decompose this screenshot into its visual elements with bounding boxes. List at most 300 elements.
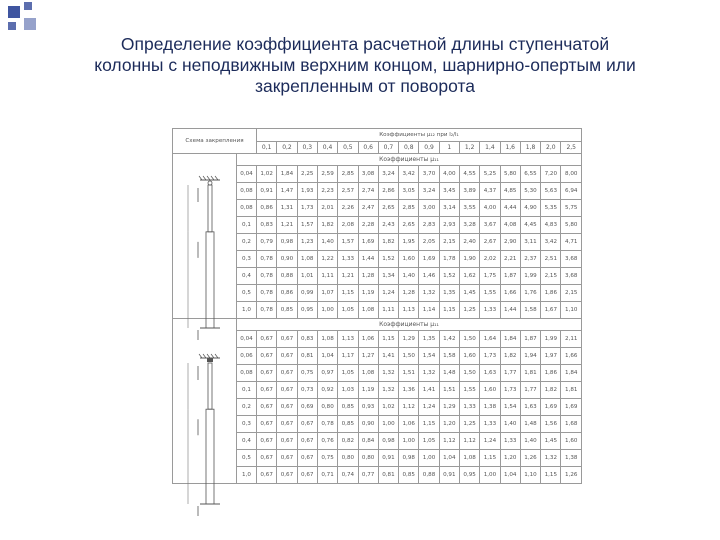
- value-cell: 1,87: [500, 268, 520, 285]
- value-cell: 1,66: [500, 285, 520, 302]
- value-cell: 2,90: [500, 234, 520, 251]
- value-cell: 1,40: [500, 416, 520, 433]
- value-cell: 0,67: [297, 416, 317, 433]
- value-cell: 1,86: [541, 365, 561, 382]
- value-cell: 4,00: [439, 166, 459, 183]
- value-cell: 1,04: [439, 450, 459, 467]
- value-cell: 1,60: [459, 348, 479, 365]
- value-cell: 2,85: [338, 166, 358, 183]
- value-cell: 5,35: [541, 200, 561, 217]
- value-cell: 1,48: [520, 416, 540, 433]
- value-cell: 0,67: [277, 331, 297, 348]
- value-cell: 0,81: [378, 467, 398, 484]
- hatch-line: [215, 176, 218, 180]
- value-cell: 1,11: [378, 302, 398, 319]
- value-cell: 1,69: [541, 399, 561, 416]
- value-cell: 1,51: [439, 382, 459, 399]
- column-upper: [208, 363, 212, 409]
- value-cell: 1,48: [439, 365, 459, 382]
- value-cell: 1,40: [520, 433, 540, 450]
- column-header: 1: [439, 142, 459, 154]
- value-cell: 1,10: [561, 302, 582, 319]
- hatch-line: [203, 354, 206, 358]
- column-header: 2,0: [541, 142, 561, 154]
- value-cell: 3,70: [419, 166, 439, 183]
- column-header: 2,5: [561, 142, 582, 154]
- value-cell: 1,29: [439, 399, 459, 416]
- ratio-cell: 0,1: [237, 382, 257, 399]
- value-cell: 0,82: [338, 433, 358, 450]
- value-cell: 0,78: [257, 268, 277, 285]
- value-cell: 2,51: [541, 251, 561, 268]
- value-cell: 1,51: [399, 365, 419, 382]
- value-cell: 2,11: [561, 331, 582, 348]
- value-cell: 1,58: [520, 302, 540, 319]
- value-cell: 1,64: [480, 331, 500, 348]
- value-cell: 1,36: [399, 382, 419, 399]
- scanned-table-image: [172, 128, 582, 520]
- value-cell: 1,02: [257, 166, 277, 183]
- hatch-line: [207, 176, 210, 180]
- value-cell: 3,68: [561, 268, 582, 285]
- value-cell: 0,85: [399, 467, 419, 484]
- value-cell: 0,69: [297, 399, 317, 416]
- value-cell: 1,07: [317, 285, 337, 302]
- value-cell: 0,77: [358, 467, 378, 484]
- value-cell: 1,55: [480, 285, 500, 302]
- value-cell: 1,52: [378, 251, 398, 268]
- value-cell: 2,15: [541, 268, 561, 285]
- ratio-cell: 0,4: [237, 433, 257, 450]
- title-line-2: колонны с неподвижным верхним концом, шарнирно-опертым или: [94, 55, 636, 75]
- value-cell: 1,02: [378, 399, 398, 416]
- value-cell: 3,24: [378, 166, 398, 183]
- column-header: 0,5: [338, 142, 358, 154]
- value-cell: 0,95: [297, 302, 317, 319]
- value-cell: 1,25: [459, 302, 479, 319]
- column-header: 1,6: [500, 142, 520, 154]
- value-cell: 1,82: [541, 382, 561, 399]
- ratio-cell: 0,1: [237, 217, 257, 234]
- value-cell: 0,83: [257, 217, 277, 234]
- column-header: 1,2: [459, 142, 479, 154]
- ratio-cell: 0,04: [237, 166, 257, 183]
- value-cell: 1,19: [358, 285, 378, 302]
- value-cell: 2,57: [338, 183, 358, 200]
- value-cell: 1,97: [541, 348, 561, 365]
- ratio-cell: 0,3: [237, 251, 257, 268]
- value-cell: 5,63: [541, 183, 561, 200]
- value-cell: 1,56: [541, 416, 561, 433]
- value-cell: 0,84: [358, 433, 378, 450]
- value-cell: 2,86: [378, 183, 398, 200]
- value-cell: 0,93: [358, 399, 378, 416]
- value-cell: 3,89: [459, 183, 479, 200]
- value-cell: 1,05: [338, 365, 358, 382]
- value-cell: 1,24: [378, 285, 398, 302]
- value-cell: 1,44: [358, 251, 378, 268]
- value-cell: 0,71: [317, 467, 337, 484]
- value-cell: 1,69: [561, 399, 582, 416]
- value-cell: 1,26: [561, 467, 582, 484]
- value-cell: 1,66: [561, 348, 582, 365]
- value-cell: 1,35: [439, 285, 459, 302]
- value-cell: 1,84: [277, 166, 297, 183]
- hatch-line: [211, 354, 214, 358]
- value-cell: 0,78: [257, 251, 277, 268]
- value-cell: 2,08: [338, 217, 358, 234]
- value-cell: 0,67: [277, 450, 297, 467]
- column-header: 0,2: [277, 142, 297, 154]
- value-cell: 2,65: [378, 200, 398, 217]
- value-cell: 1,77: [520, 382, 540, 399]
- value-cell: 0,81: [297, 348, 317, 365]
- value-cell: 0,76: [317, 433, 337, 450]
- value-cell: 0,67: [257, 365, 277, 382]
- value-cell: 6,55: [520, 166, 540, 183]
- value-cell: 1,32: [419, 285, 439, 302]
- value-cell: 1,00: [317, 302, 337, 319]
- value-cell: 1,25: [459, 416, 479, 433]
- ratio-cell: 0,06: [237, 348, 257, 365]
- value-cell: 4,71: [561, 234, 582, 251]
- value-cell: 1,19: [358, 382, 378, 399]
- ratio-cell: 0,5: [237, 285, 257, 302]
- value-cell: 1,27: [358, 348, 378, 365]
- value-cell: 1,84: [561, 365, 582, 382]
- value-cell: 0,67: [257, 450, 277, 467]
- value-cell: 0,91: [257, 183, 277, 200]
- value-cell: 0,67: [257, 416, 277, 433]
- value-cell: 1,62: [459, 268, 479, 285]
- value-cell: 1,33: [480, 302, 500, 319]
- ratio-cell: 0,2: [237, 399, 257, 416]
- value-cell: 1,90: [459, 251, 479, 268]
- value-cell: 1,15: [541, 467, 561, 484]
- value-cell: 1,60: [480, 382, 500, 399]
- value-cell: 1,24: [419, 399, 439, 416]
- value-cell: 7,20: [541, 166, 561, 183]
- value-cell: 1,55: [459, 382, 479, 399]
- value-cell: 1,20: [439, 416, 459, 433]
- value-cell: 1,10: [520, 467, 540, 484]
- value-cell: 0,90: [277, 251, 297, 268]
- value-cell: 0,67: [257, 348, 277, 365]
- value-cell: 0,85: [277, 302, 297, 319]
- value-cell: 1,00: [419, 450, 439, 467]
- value-cell: 0,78: [257, 302, 277, 319]
- value-cell: 3,05: [399, 183, 419, 200]
- column-header: 0,9: [419, 142, 439, 154]
- hatch-line: [207, 354, 210, 358]
- column-header: 0,6: [358, 142, 378, 154]
- value-cell: 1,67: [541, 302, 561, 319]
- value-cell: 1,76: [520, 285, 540, 302]
- value-cell: 1,26: [520, 450, 540, 467]
- value-cell: 1,63: [520, 399, 540, 416]
- value-cell: 1,73: [500, 382, 520, 399]
- value-cell: 2,23: [317, 183, 337, 200]
- value-cell: 1,06: [358, 331, 378, 348]
- value-cell: 0,92: [317, 382, 337, 399]
- value-cell: 1,21: [338, 268, 358, 285]
- column-lower: [206, 409, 214, 504]
- column-header: 1,8: [520, 142, 540, 154]
- value-cell: 2,93: [439, 217, 459, 234]
- value-cell: 1,33: [480, 416, 500, 433]
- value-cell: 1,73: [480, 348, 500, 365]
- value-cell: 1,60: [561, 433, 582, 450]
- value-cell: 4,55: [459, 166, 479, 183]
- value-cell: 0,98: [277, 234, 297, 251]
- value-cell: 1,82: [500, 348, 520, 365]
- value-cell: 1,33: [459, 399, 479, 416]
- value-cell: 1,06: [399, 416, 419, 433]
- value-cell: 0,88: [419, 467, 439, 484]
- value-cell: 3,45: [439, 183, 459, 200]
- ratio-cell: 0,3: [237, 416, 257, 433]
- value-cell: 1,08: [358, 302, 378, 319]
- value-cell: 0,85: [338, 416, 358, 433]
- value-cell: 1,82: [317, 217, 337, 234]
- column-schemes: [172, 128, 238, 520]
- value-cell: 1,33: [338, 251, 358, 268]
- value-cell: 1,12: [399, 399, 419, 416]
- value-cell: 1,60: [399, 251, 419, 268]
- value-cell: 0,91: [439, 467, 459, 484]
- value-cell: 3,55: [459, 200, 479, 217]
- value-cell: 0,90: [358, 416, 378, 433]
- ratio-cell: 1,0: [237, 302, 257, 319]
- value-cell: 1,12: [439, 433, 459, 450]
- value-cell: 1,20: [500, 450, 520, 467]
- value-cell: 5,75: [561, 200, 582, 217]
- value-cell: 0,86: [257, 200, 277, 217]
- ratio-cell: 0,08: [237, 183, 257, 200]
- value-cell: 1,73: [297, 200, 317, 217]
- value-cell: 0,67: [297, 433, 317, 450]
- value-cell: 1,32: [419, 365, 439, 382]
- value-cell: 6,94: [561, 183, 582, 200]
- value-cell: 0,73: [297, 382, 317, 399]
- column-header: 0,1: [257, 142, 277, 154]
- value-cell: 0,86: [277, 285, 297, 302]
- value-cell: 0,91: [378, 450, 398, 467]
- hinge-icon: [208, 181, 212, 185]
- value-cell: 1,84: [500, 331, 520, 348]
- value-cell: 4,45: [520, 217, 540, 234]
- value-cell: 1,05: [419, 433, 439, 450]
- column-lower: [206, 232, 214, 328]
- value-cell: 0,78: [257, 285, 277, 302]
- value-cell: 1,03: [338, 382, 358, 399]
- value-cell: 0,67: [277, 433, 297, 450]
- ratio-cell: 0,04: [237, 331, 257, 348]
- value-cell: 2,21: [500, 251, 520, 268]
- value-cell: 1,13: [399, 302, 419, 319]
- value-cell: 3,14: [439, 200, 459, 217]
- section-label: Коэффициенты μ₁₁: [237, 319, 582, 331]
- value-cell: 1,45: [541, 433, 561, 450]
- value-cell: 2,67: [480, 234, 500, 251]
- value-cell: 1,21: [277, 217, 297, 234]
- value-cell: 1,24: [480, 433, 500, 450]
- column-upper: [208, 185, 212, 232]
- value-cell: 1,40: [399, 268, 419, 285]
- value-cell: 0,83: [297, 331, 317, 348]
- value-cell: 0,79: [257, 234, 277, 251]
- column-header: 0,4: [317, 142, 337, 154]
- hatch-line: [215, 354, 218, 358]
- value-cell: 1,40: [317, 234, 337, 251]
- value-cell: 1,32: [378, 382, 398, 399]
- value-cell: 0,67: [257, 399, 277, 416]
- value-cell: 5,80: [561, 217, 582, 234]
- value-cell: 1,41: [419, 382, 439, 399]
- value-cell: 1,14: [419, 302, 439, 319]
- value-cell: 1,00: [378, 416, 398, 433]
- value-cell: 1,95: [399, 234, 419, 251]
- section-label: Коэффициенты μ₁₁: [237, 154, 582, 166]
- value-cell: 1,45: [459, 285, 479, 302]
- value-cell: 0,67: [277, 382, 297, 399]
- value-cell: 1,58: [439, 348, 459, 365]
- value-cell: 2,47: [358, 200, 378, 217]
- value-cell: 0,67: [257, 467, 277, 484]
- value-cell: 1,86: [541, 285, 561, 302]
- value-cell: 1,11: [317, 268, 337, 285]
- value-cell: 1,08: [459, 450, 479, 467]
- value-cell: 0,67: [257, 331, 277, 348]
- title-line-3: закрепленным от поворота: [255, 76, 475, 96]
- value-cell: 2,02: [480, 251, 500, 268]
- value-cell: 5,30: [520, 183, 540, 200]
- value-cell: 1,00: [480, 467, 500, 484]
- value-cell: 3,42: [541, 234, 561, 251]
- value-cell: 3,24: [419, 183, 439, 200]
- value-cell: 1,46: [419, 268, 439, 285]
- value-cell: 3,42: [399, 166, 419, 183]
- value-cell: 0,98: [378, 433, 398, 450]
- slide-title: [40, 34, 690, 97]
- value-cell: 1,04: [317, 348, 337, 365]
- value-cell: 1,17: [338, 348, 358, 365]
- value-cell: 0,75: [297, 365, 317, 382]
- value-cell: 1,01: [297, 268, 317, 285]
- value-cell: 1,78: [439, 251, 459, 268]
- value-cell: 0,74: [338, 467, 358, 484]
- value-cell: 1,42: [439, 331, 459, 348]
- value-cell: 1,57: [338, 234, 358, 251]
- value-cell: 4,44: [500, 200, 520, 217]
- value-cell: 2,37: [520, 251, 540, 268]
- value-cell: 2,40: [459, 234, 479, 251]
- ratio-cell: 1,0: [237, 467, 257, 484]
- value-cell: 1,12: [459, 433, 479, 450]
- value-cell: 1,69: [358, 234, 378, 251]
- value-cell: 2,43: [378, 217, 398, 234]
- value-cell: 0,67: [297, 450, 317, 467]
- value-cell: 1,54: [500, 399, 520, 416]
- value-cell: 0,99: [297, 285, 317, 302]
- value-cell: 1,00: [399, 433, 419, 450]
- value-cell: 1,08: [297, 251, 317, 268]
- value-cell: 1,15: [378, 331, 398, 348]
- ratio-cell: 0,5: [237, 450, 257, 467]
- value-cell: 1,54: [419, 348, 439, 365]
- value-cell: 1,34: [378, 268, 398, 285]
- value-cell: 1,82: [378, 234, 398, 251]
- value-cell: 1,63: [480, 365, 500, 382]
- ratio-cell: 0,2: [237, 234, 257, 251]
- value-cell: 0,75: [317, 450, 337, 467]
- value-cell: 0,88: [277, 268, 297, 285]
- value-cell: 1,35: [419, 331, 439, 348]
- value-cell: 1,22: [317, 251, 337, 268]
- value-cell: 3,28: [459, 217, 479, 234]
- column-header: 0,3: [297, 142, 317, 154]
- value-cell: 2,26: [338, 200, 358, 217]
- value-cell: 2,25: [297, 166, 317, 183]
- column-header: 0,7: [378, 142, 398, 154]
- value-cell: 0,67: [257, 382, 277, 399]
- value-cell: 1,69: [419, 251, 439, 268]
- value-cell: 4,08: [500, 217, 520, 234]
- value-cell: 0,67: [277, 365, 297, 382]
- value-cell: 1,68: [561, 416, 582, 433]
- value-cell: 1,44: [500, 302, 520, 319]
- value-cell: 3,08: [358, 166, 378, 183]
- ratio-cell: 0,4: [237, 268, 257, 285]
- value-cell: 1,28: [358, 268, 378, 285]
- title-line-1: Определение коэффициента расчетной длины ступенчатой: [120, 34, 610, 54]
- value-cell: 1,05: [338, 302, 358, 319]
- value-cell: 1,81: [520, 365, 540, 382]
- value-cell: 0,80: [358, 450, 378, 467]
- value-cell: 1,41: [378, 348, 398, 365]
- value-cell: 0,97: [317, 365, 337, 382]
- value-cell: 3,67: [480, 217, 500, 234]
- value-cell: 3,11: [520, 234, 540, 251]
- value-cell: 1,38: [561, 450, 582, 467]
- value-cell: 1,04: [500, 467, 520, 484]
- value-cell: 2,01: [317, 200, 337, 217]
- ratio-cell: 0,08: [237, 365, 257, 382]
- value-cell: 1,81: [561, 382, 582, 399]
- value-cell: 1,23: [297, 234, 317, 251]
- value-cell: 1,08: [358, 365, 378, 382]
- value-cell: 1,31: [277, 200, 297, 217]
- value-cell: 2,85: [399, 200, 419, 217]
- value-cell: 1,77: [500, 365, 520, 382]
- value-cell: 2,59: [317, 166, 337, 183]
- value-cell: 5,25: [480, 166, 500, 183]
- value-cell: 0,67: [277, 348, 297, 365]
- value-cell: 1,99: [541, 331, 561, 348]
- value-cell: 2,15: [561, 285, 582, 302]
- value-cell: 0,67: [277, 416, 297, 433]
- value-cell: 3,00: [419, 200, 439, 217]
- title-bullet-decoration: [4, 2, 44, 42]
- header-coef-cell: Коэффициенты μ₁₂ при l₂/l₁: [257, 129, 582, 142]
- value-cell: 0,80: [317, 399, 337, 416]
- value-cell: 1,13: [338, 331, 358, 348]
- value-cell: 0,95: [459, 467, 479, 484]
- fixed-support: [207, 358, 213, 362]
- value-cell: 4,83: [541, 217, 561, 234]
- value-cell: 1,32: [378, 365, 398, 382]
- value-cell: 1,99: [520, 268, 540, 285]
